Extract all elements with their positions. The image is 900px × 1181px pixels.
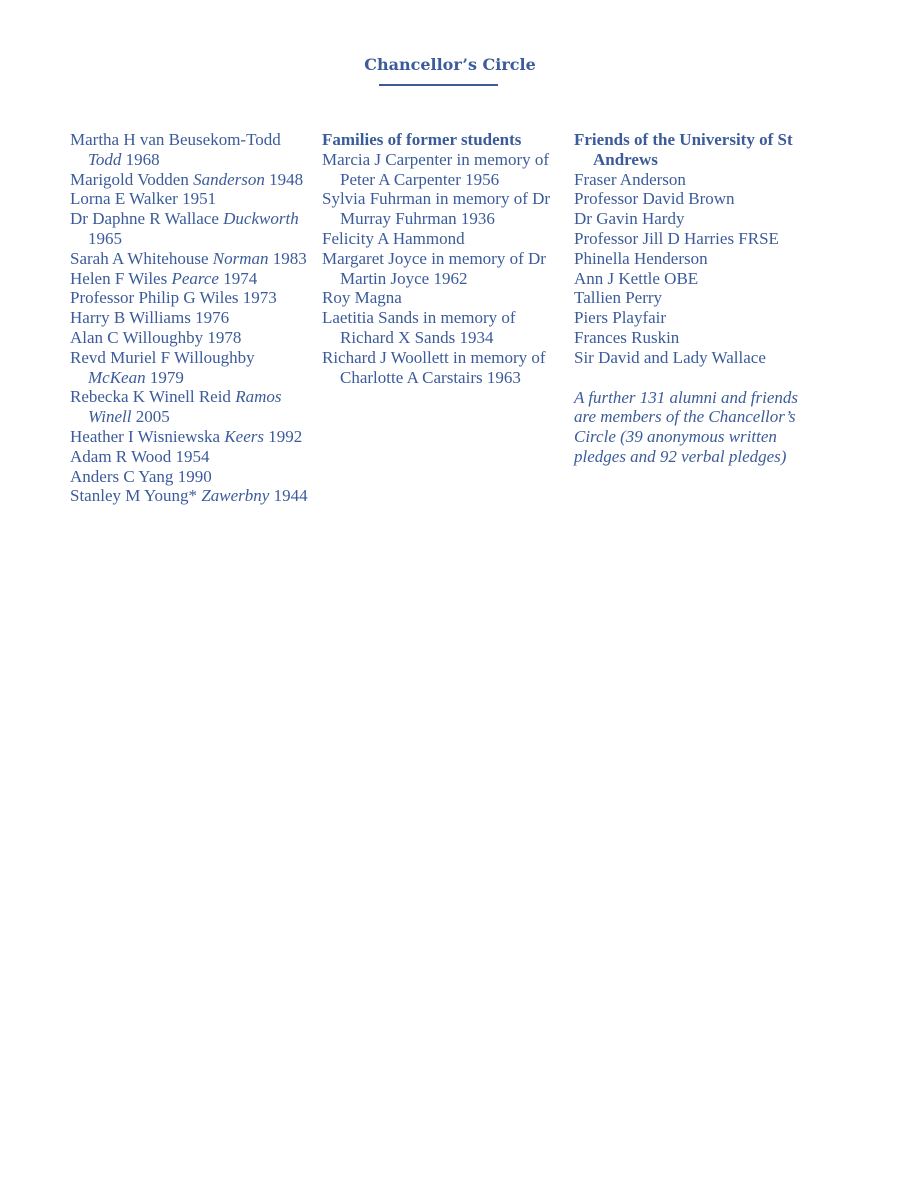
- list-item: Lorna E Walker 1951: [70, 189, 217, 209]
- list-item: Marigold Vodden Sanderson 1948: [70, 169, 304, 189]
- list-item: Roy Magna: [322, 288, 402, 308]
- list-item: Felicity A Hammond: [322, 228, 465, 248]
- list-item: Professor David Brown: [574, 189, 735, 209]
- list-item: Heather I Wisniewska Keers 1992: [70, 426, 303, 446]
- list-item: Rebecka K Winell Reid Ramos Winell 2005: [70, 387, 282, 427]
- list-item: Frances Ruskin: [574, 327, 680, 347]
- list-item: Martha H van Beusekom-Todd Todd 1968: [70, 130, 281, 169]
- list-item: Anders C Yang 1990: [70, 466, 212, 486]
- list-item: Helen F Wiles Pearce 1974: [70, 268, 258, 288]
- list-item: Tallien Perry: [574, 288, 663, 308]
- page-title: Chancellor’s Circle: [364, 55, 536, 74]
- section-heading-friends: Friends of the University of St Andrews: [574, 130, 793, 169]
- column-friends: [574, 130, 814, 467]
- list-item: Sir David and Lady Wallace: [574, 347, 766, 367]
- list-item: Phinella Henderson: [574, 248, 708, 268]
- list-item: Stanley M Young* Zawerbny 1944: [70, 486, 308, 506]
- list-item: Alan C Willoughby 1978: [70, 327, 242, 347]
- list-item: Sylvia Fuhrman in memory of Dr Murray Fuhrman 1936: [322, 189, 551, 229]
- list-item: Richard J Woollett in memory of Charlotte A Carstairs 1963: [322, 347, 546, 387]
- list-item: Dr Gavin Hardy: [574, 209, 685, 229]
- column-families: [322, 130, 562, 387]
- list-item: Professor Jill D Harries FRSE: [574, 228, 779, 248]
- list-item: Dr Daphne R Wallace Duckworth 1965: [70, 209, 299, 248]
- list-item: Fraser Anderson: [574, 169, 686, 189]
- list-item: Margaret Joyce in memory of Dr Martin Joyce 1962: [322, 248, 546, 288]
- list-item: Ann J Kettle OBE: [574, 268, 699, 288]
- list-item: Professor Philip G Wiles 1973: [70, 288, 277, 308]
- membership-note: A further 131 alumni and friends are members of the Chancellor’s Circle (39 anonymous written pledges and 92 verbal pledges): [574, 387, 798, 466]
- section-heading-families: Families of former students: [322, 130, 522, 149]
- list-item: Revd Muriel F Willoughby McKean 1979: [70, 347, 255, 387]
- list-item: Piers Playfair: [574, 308, 667, 328]
- column-alumni: [70, 130, 310, 506]
- list-item: Harry B Williams 1976: [70, 308, 230, 328]
- list-item: Sarah A Whitehouse Norman 1983: [70, 248, 307, 268]
- title-underline: [379, 84, 498, 86]
- list-item: Laetitia Sands in memory of Richard X Sands 1934: [322, 308, 516, 347]
- list-item: Adam R Wood 1954: [70, 446, 210, 466]
- list-item: Marcia J Carpenter in memory of Peter A Carpenter 1956: [322, 149, 550, 189]
